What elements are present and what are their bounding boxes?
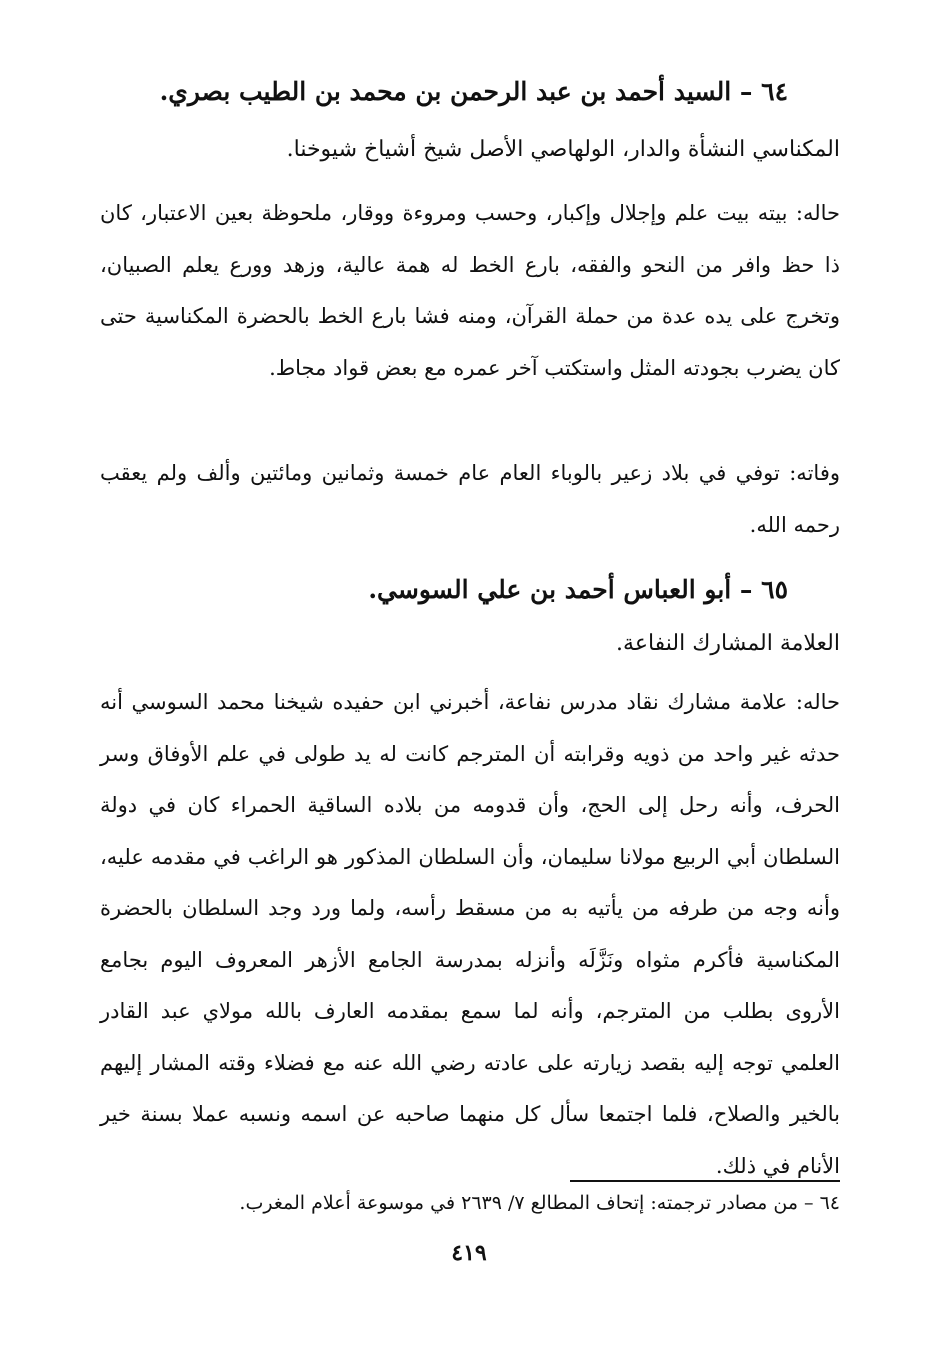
footnote: ٦٤ – من مصادر ترجمته: إتحاف المطالع ٧/ ٢٦٣٩ في موسوعة أعلام المغرب. <box>239 1192 840 1214</box>
entry-64-subtitle: المكناسي النشأة والدار، الولهاصي الأصل شيخ أشياخ شيوخنا. <box>286 137 840 162</box>
entry-64-heading: ٦٤ – السيد أحمد بن عبد الرحمن بن محمد بن الطيب بصري. <box>159 77 788 106</box>
entry-64-life-paragraph: حاله: بيته بيت علم وإجلال وإكبار، وحسب ومروءة ووقار، ملحوظة بعين الاعتبار، كان ذا حظ وافر من النحو والفقه، بارع الخط له همة عالية، وزهد وورع يعلم الصبيان، وتخرج على يده عدة من حملة القرآن، ومنه فشا بارع الخط بالحضرة المكناسية حتى كان يضرب بجودته المثل واستكتب آخر عمره مع بعض قواد مجاط. <box>100 201 840 380</box>
entry-65-heading: ٦٥ – أبو العباس أحمد بن علي السوسي. <box>368 575 788 604</box>
entry-64-death-paragraph: وفاته: توفي في بلاد زعير بالوباء العام عام خمسة وثمانين ومائتين وألف ولم يعقب رحمه الله. <box>100 461 840 537</box>
entry-65-subtitle: العلامة المشارك النفاعة. <box>616 631 840 656</box>
page-number: ٤١٩ <box>451 1240 487 1266</box>
entry-65-life-paragraph: حاله: علامة مشارك نقاد مدرس نفاعة، أخبرني ابن حفيده شيخنا محمد السوسي أنه حدثه غير واحد من ذويه وقرابته أن المترجم كانت له يد طولى في علم الأوفاق وسر الحرف، وأنه رحل إلى الحج، وأن قدومه من بلاده الساقية الحمراء كان في دولة السلطان أبي الربيع مولانا سليمان، وأن السلطان المذكور هو الراغب في مقدمه عليه، وأنه وجه من طرفه من يأتيه به من مسقط رأسه، ولما ورد وجد السلطان بالحضرة المكناسية فأكرم مثواه ونَزَّلَه وأنزله بمدرسة الجامع الأزهر المعروف اليوم بجامع الأروى بطلب من المترجم، وأنه لما سمع بمقدمه العارف بالله مولاي عبد القادر العلمي توجه إليه بقصد زيارته على عادته رضي الله عنه مع فضلاء وقته المشار إليهم بالخير والصلاح، فلما اجتمعا سأل كل منهما صاحبه عن اسمه ونسبه عملا بسنة خير الأنام في ذلك. <box>100 690 840 1178</box>
footnote-divider <box>570 1180 840 1182</box>
